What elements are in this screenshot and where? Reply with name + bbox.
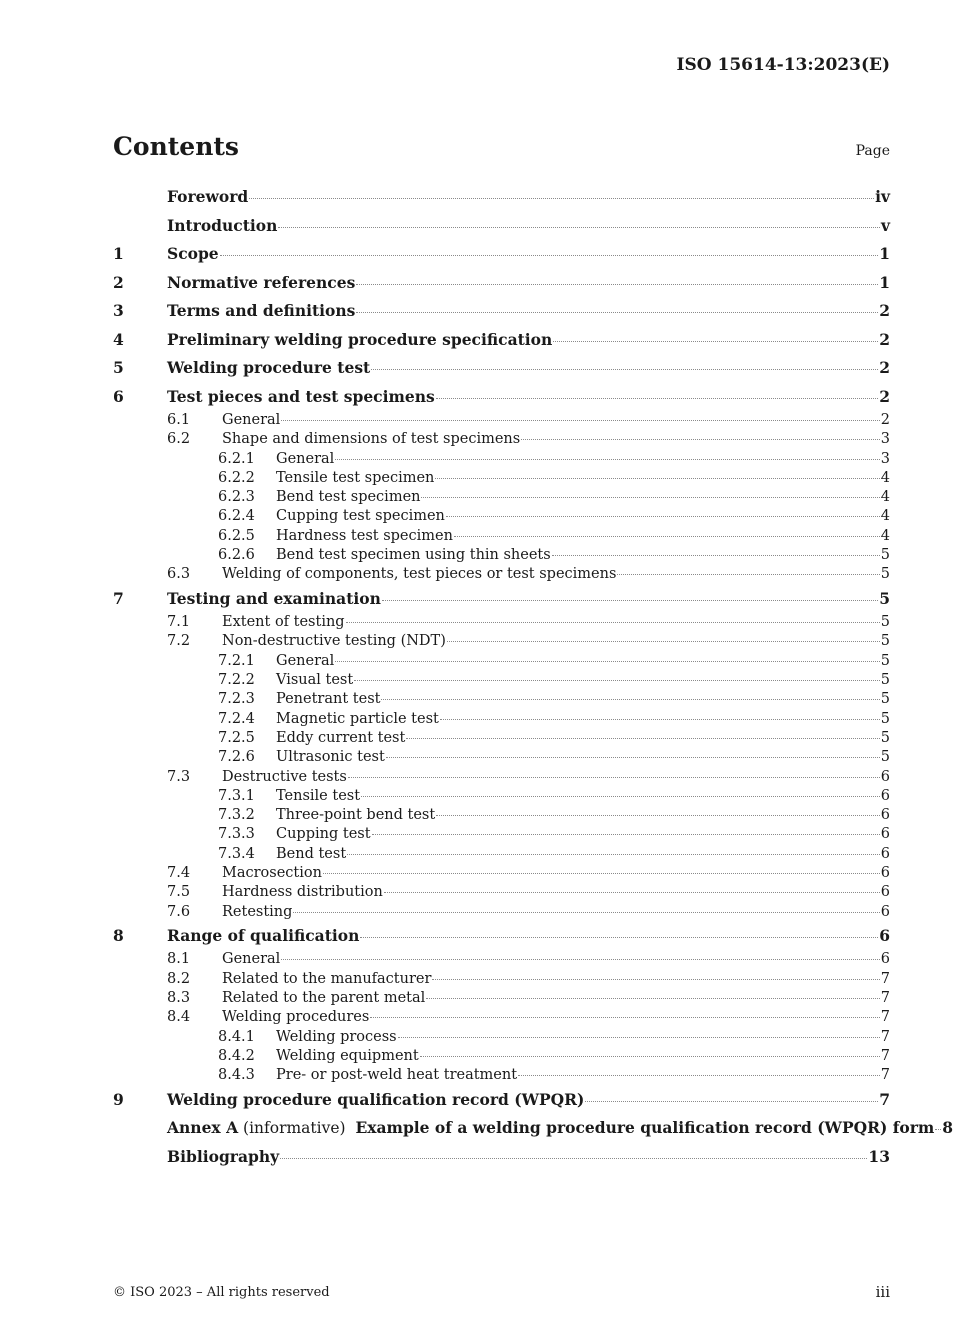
toc-entry-title: Penetrant test (276, 691, 381, 708)
toc-entry-page: 7 (880, 1047, 890, 1064)
dot-leader (346, 622, 880, 623)
dot-leader (354, 680, 880, 681)
toc-entry-title: Bend test specimen (276, 489, 421, 506)
toc-entry-title: Visual test (276, 672, 354, 689)
toc-entry-page: 2 (879, 358, 890, 377)
toc-entry[interactable] (113, 903, 890, 922)
toc-entry-number: 4 (113, 329, 124, 349)
toc-entry-title: Tensile test (276, 787, 361, 804)
toc-entry[interactable] (113, 527, 890, 546)
toc-entry-page: 4 (880, 508, 890, 525)
toc-entry-number: 7.4 (167, 865, 191, 882)
toc-entry-number: 6.3 (167, 566, 191, 583)
toc-entry[interactable] (113, 806, 890, 825)
dot-leader (447, 641, 880, 642)
toc-entry-number: 7.2 (167, 633, 191, 650)
dot-leader (356, 284, 878, 285)
toc-entry-title: Ultrasonic test (276, 749, 385, 766)
toc-entry-number: 7.2.6 (218, 749, 255, 766)
toc-entry[interactable] (113, 565, 890, 584)
dot-leader (370, 1017, 879, 1018)
toc-entry-page: 5 (880, 691, 890, 708)
toc-entry-page: 5 (880, 614, 890, 631)
toc-entry-page: 7 (880, 1067, 890, 1084)
toc-entry-number: 6.2.3 (218, 489, 255, 506)
toc-entry-number: 6.2.2 (218, 469, 255, 486)
toc-entry-page: 2 (879, 329, 890, 349)
toc-entry-title: Related to the parent metal (222, 990, 426, 1007)
dot-leader (381, 699, 879, 700)
toc-entry[interactable] (113, 845, 890, 864)
toc-entry[interactable] (113, 1086, 890, 1115)
toc-entry[interactable] (113, 430, 890, 449)
dot-leader (421, 497, 879, 498)
dot-leader (323, 873, 880, 874)
dot-leader (335, 661, 879, 662)
toc-entry-page: 3 (880, 431, 890, 448)
dot-leader (386, 757, 880, 758)
table-of-contents (113, 183, 953, 1171)
toc-entry-title: General (276, 450, 335, 467)
toc-entry-title: Extent of testing (222, 614, 345, 631)
toc-entry[interactable] (113, 883, 890, 902)
dot-leader (553, 341, 878, 342)
dot-leader (360, 937, 878, 938)
toc-entry-title: Bend test specimen using thin sheets (276, 547, 551, 564)
toc-entry[interactable] (113, 1066, 890, 1085)
toc-entry-number: 6.2.4 (218, 508, 255, 525)
toc-entry-title: Pre- or post-weld heat treatment (276, 1067, 518, 1084)
toc-entry-page: 6 (880, 826, 890, 843)
toc-entry-title: Hardness test specimen (276, 527, 453, 544)
toc-entry[interactable] (113, 488, 890, 507)
toc-entry-page: 5 (880, 672, 890, 689)
annex-type: (informative) (238, 1119, 356, 1137)
dot-leader (440, 719, 880, 720)
toc-entry-number: 7.5 (167, 884, 191, 901)
toc-entry-page: 7 (880, 970, 890, 987)
dot-leader (249, 198, 874, 199)
toc-entry[interactable] (113, 729, 890, 748)
toc-entry-page: 6 (880, 787, 890, 804)
toc-entry-number: 7.2.5 (218, 729, 255, 746)
dot-leader (348, 777, 880, 778)
toc-entry-page: 5 (880, 633, 890, 650)
toc-entry[interactable] (113, 326, 890, 355)
toc-entry[interactable] (113, 297, 890, 326)
toc-entry-number: 7.2.2 (218, 672, 255, 689)
toc-entry[interactable] (113, 585, 890, 614)
toc-entry-page: 4 (880, 469, 890, 486)
toc-entry[interactable] (113, 989, 890, 1008)
toc-entry-title: Welding procedure qualification record (WPQR) (167, 1089, 585, 1109)
toc-entry-title: Welding procedure test (167, 358, 371, 377)
toc-entry[interactable] (113, 1047, 890, 1066)
toc-entry-page: 8 (942, 1118, 953, 1137)
dot-leader (935, 1129, 941, 1130)
toc-entry-number: 8.4.2 (218, 1047, 255, 1064)
dot-leader (617, 574, 879, 575)
dot-leader (518, 1075, 880, 1076)
toc-entry-number: 1 (113, 244, 124, 263)
toc-entry-title (167, 1114, 934, 1143)
toc-entry[interactable] (113, 825, 890, 844)
dot-leader (446, 516, 880, 517)
toc-entry[interactable] (113, 469, 890, 488)
dot-leader (361, 796, 880, 797)
toc-entry-page: 4 (880, 527, 890, 544)
toc-entry-number: 8.4.1 (218, 1028, 255, 1045)
toc-entry-number: 7.2.3 (218, 691, 255, 708)
toc-entry-number: 8.1 (167, 951, 191, 968)
toc-entry[interactable] (113, 613, 890, 632)
toc-entry-title: Test pieces and test specimens (167, 386, 435, 406)
toc-entry-number: 8.3 (167, 990, 191, 1007)
toc-entry-page: 1 (879, 244, 890, 263)
toc-entry-title: Retesting (222, 903, 293, 920)
dot-leader (426, 998, 880, 999)
toc-entry[interactable] (113, 1028, 890, 1047)
toc-entry-page: 6 (880, 865, 890, 882)
toc-entry-page: 7 (879, 1089, 890, 1109)
toc-entry-number: 7.6 (167, 903, 191, 920)
toc-entry-title: Hardness distribution (222, 884, 383, 901)
toc-entry-number: 7 (113, 588, 124, 608)
toc-entry-number: 6.2 (167, 431, 191, 448)
toc-entry-number: 7.3.2 (218, 807, 255, 824)
toc-entry-number: 7.3.4 (218, 845, 255, 862)
toc-entry-page: 6 (880, 903, 890, 920)
toc-entry-title: Cupping test (276, 826, 371, 843)
dot-leader (585, 1101, 878, 1102)
toc-entry-page: 7 (880, 1009, 890, 1026)
dot-leader (454, 536, 880, 537)
toc-entry[interactable] (113, 546, 890, 565)
toc-entry[interactable] (113, 864, 890, 883)
dot-leader (335, 459, 879, 460)
toc-entry-title: Preliminary welding procedure specification (167, 329, 553, 349)
toc-entry-number: 6 (113, 386, 124, 406)
toc-entry-title: Welding procedures (222, 1009, 370, 1026)
dot-leader (420, 1056, 880, 1057)
toc-entry-page: 5 (880, 547, 890, 564)
toc-entry-title: General (222, 951, 281, 968)
toc-entry-title: Scope (167, 244, 219, 263)
toc-entry-page: 6 (880, 768, 890, 785)
dot-leader (436, 398, 878, 399)
toc-entry-title: Shape and dimensions of test specimens (222, 431, 521, 448)
toc-entry-page: 2 (880, 412, 890, 428)
toc-entry-title: Destructive tests (222, 768, 347, 785)
dot-leader (384, 892, 880, 893)
toc-entry-page: 13 (868, 1146, 890, 1166)
toc-entry[interactable] (113, 240, 890, 269)
toc-entry-number: 3 (113, 301, 124, 320)
toc-entry-page: 6 (880, 807, 890, 824)
toc-entry-page: 6 (880, 951, 890, 968)
toc-entry-number: 8.2 (167, 970, 191, 987)
toc-entry[interactable] (113, 450, 890, 469)
toc-entry-title: Bend test (276, 845, 347, 862)
toc-entry-number: 7.3 (167, 768, 191, 785)
toc-entry-page: 1 (879, 272, 890, 292)
toc-entry[interactable] (113, 507, 890, 526)
toc-entry[interactable] (113, 768, 890, 787)
toc-entry-title: Three-point bend test (276, 807, 436, 824)
toc-entry-page: 3 (880, 450, 890, 467)
toc-entry-number: 8 (113, 925, 124, 945)
toc-entry-title: Magnetic particle test (276, 710, 439, 727)
toc-entry-number: 7.2.1 (218, 652, 255, 669)
toc-entry-number: 5 (113, 358, 124, 377)
toc-entry-title: Introduction (167, 215, 278, 235)
dot-leader (382, 600, 878, 601)
copyright-notice: © ISO 2023 – All rights reserved (113, 1285, 330, 1300)
toc-entry[interactable] (113, 671, 890, 690)
toc-entry-title: Bibliography (167, 1146, 280, 1166)
toc-entry-page: 5 (879, 588, 890, 608)
toc-entry[interactable] (113, 950, 890, 969)
toc-entry-title: General (276, 652, 335, 669)
dot-leader (293, 912, 879, 913)
toc-entry-page: 6 (880, 884, 890, 901)
toc-entry[interactable] (113, 787, 890, 806)
annex-title: Example of a welding procedure qualification record (WPQR) form (355, 1118, 935, 1137)
toc-entry-page: 4 (880, 489, 890, 506)
toc-entry-page: 5 (880, 749, 890, 766)
toc-entry[interactable] (113, 632, 890, 651)
page-number: iii (875, 1283, 890, 1301)
toc-entry-page: v (880, 215, 890, 235)
toc-entry-title: Cupping test specimen (276, 508, 445, 525)
toc-entry-title: Tensile test specimen (276, 469, 435, 486)
toc-entry-page: 5 (880, 652, 890, 669)
toc-entry[interactable] (113, 1143, 890, 1172)
toc-entry-title: Testing and examination (167, 588, 381, 608)
dot-leader (521, 439, 880, 440)
dot-leader (436, 815, 880, 816)
dot-leader (281, 959, 879, 960)
toc-entry[interactable] (113, 1008, 890, 1027)
toc-entry-title: Related to the manufacturer (222, 970, 432, 987)
toc-entry-title: Macrosection (222, 865, 322, 882)
toc-entry-title: Foreword (167, 187, 249, 206)
toc-entry-number: 7.2.4 (218, 710, 255, 727)
dot-leader (406, 738, 879, 739)
toc-entry[interactable] (113, 383, 890, 412)
toc-entry-page: 6 (880, 845, 890, 862)
toc-entry-number: 8.4 (167, 1009, 191, 1026)
toc-entry-number: 6.2.1 (218, 450, 255, 467)
toc-entry-title: Welding equipment (276, 1047, 419, 1064)
toc-entry-number: 2 (113, 272, 124, 292)
toc-entry-number: 6.1 (167, 412, 191, 428)
toc-entry-page: 6 (879, 925, 890, 945)
dot-leader (278, 227, 880, 228)
dot-leader (280, 1158, 867, 1159)
toc-entry-title: Terms and definitions (167, 301, 356, 320)
contents-heading: Contents (113, 132, 240, 161)
toc-entry-number: 9 (113, 1089, 124, 1109)
toc-entry-number: 6.2.5 (218, 527, 255, 544)
dot-leader (398, 1037, 880, 1038)
toc-entry-title: Range of qualification (167, 925, 360, 945)
toc-entry-page: 5 (880, 566, 890, 583)
toc-entry[interactable] (113, 710, 890, 729)
dot-leader (347, 854, 880, 855)
dot-leader (435, 478, 879, 479)
toc-entry-page: iv (875, 187, 890, 206)
toc-entry[interactable] (113, 354, 890, 383)
toc-entry-number: 7.3.3 (218, 826, 255, 843)
toc-entry-page: 2 (879, 301, 890, 320)
dot-leader (220, 255, 879, 256)
toc-entry[interactable] (113, 212, 890, 241)
toc-entry-number: 7.3.1 (218, 787, 255, 804)
toc-entry-page: 5 (880, 729, 890, 746)
dot-leader (281, 420, 879, 421)
toc-entry-number: 8.4.3 (218, 1067, 255, 1084)
toc-entry-page: 5 (880, 710, 890, 727)
dot-leader (432, 979, 879, 980)
toc-entry-title: Normative references (167, 272, 356, 292)
dot-leader (371, 369, 878, 370)
document-id: ISO 15614-13:2023(E) (676, 55, 890, 75)
toc-entry-title: Eddy current test (276, 729, 406, 746)
toc-entry-page: 7 (880, 990, 890, 1007)
toc-entry[interactable] (113, 269, 890, 298)
dot-leader (356, 312, 878, 313)
toc-entry[interactable] (113, 411, 890, 430)
toc-entry-number: 7.1 (167, 614, 191, 631)
dot-leader (552, 555, 880, 556)
toc-entry-number: 6.2.6 (218, 547, 255, 564)
toc-entry[interactable] (113, 690, 890, 709)
toc-entry-title: General (222, 412, 281, 428)
page-column-label: Page (855, 143, 890, 159)
toc-entry-page: 7 (880, 1028, 890, 1045)
toc-entry[interactable] (113, 652, 890, 671)
toc-entry-title: Non-destructive testing (NDT) (222, 633, 446, 650)
dot-leader (372, 834, 880, 835)
toc-entry[interactable] (113, 970, 890, 989)
toc-entry-title: Welding of components, test pieces or test specimens (222, 566, 617, 583)
toc-entry[interactable] (113, 1114, 953, 1143)
annex-label: Annex A (167, 1118, 239, 1137)
toc-entry[interactable] (113, 922, 890, 951)
toc-entry[interactable] (113, 748, 890, 767)
toc-entry-title: Welding process (276, 1028, 397, 1045)
toc-entry-page: 2 (879, 386, 890, 406)
toc-entry[interactable] (113, 183, 890, 212)
